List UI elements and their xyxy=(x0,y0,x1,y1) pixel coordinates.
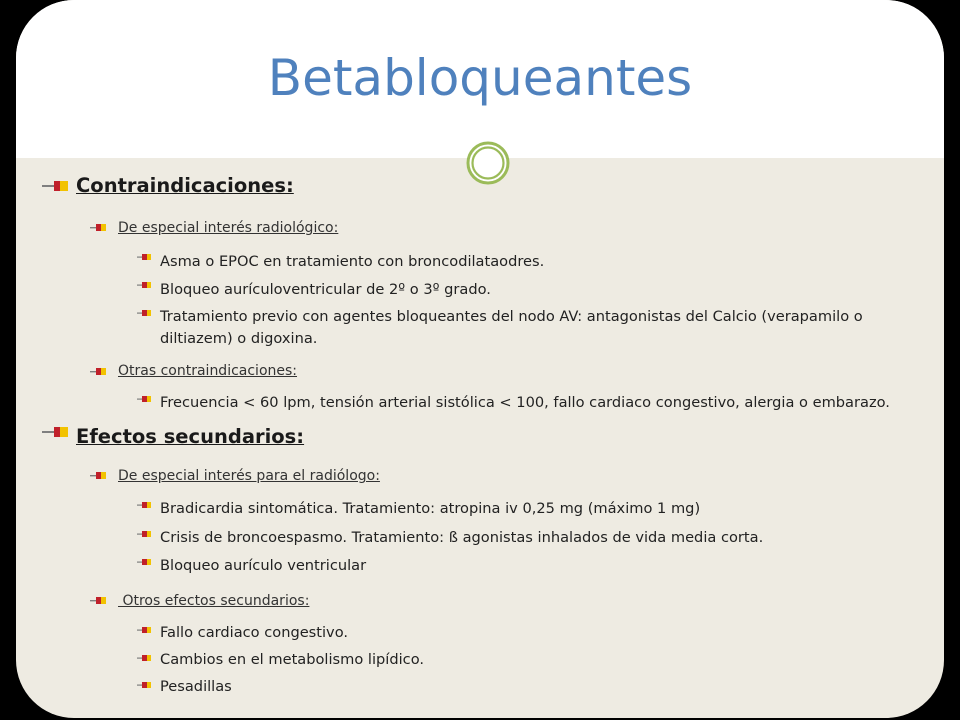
section-heading-contraindicaciones: Contraindicaciones: xyxy=(76,174,294,197)
bullet-icon xyxy=(42,181,68,191)
bullet-icon xyxy=(137,559,151,565)
list-item: Bloqueo aurículo ventricular xyxy=(160,557,367,574)
list-item: Asma o EPOC en tratamiento con broncodilataodres. xyxy=(160,253,545,270)
list-item: Tratamiento previo con agentes bloqueantes del nodo AV: antagonistas del Calcio (verapamilo o diltiazem) o digoxina. xyxy=(160,308,863,347)
subheading-especial-interes: De especial interés radiológico: xyxy=(118,220,339,236)
list-item: Crisis de broncoespasmo. Tratamiento: ß agonistas inhalados de vida media corta. xyxy=(160,529,764,546)
subheading-otras-contraindicaciones: Otras contraindicaciones: xyxy=(118,363,298,379)
bullet-icon xyxy=(90,224,106,231)
bullet-icon xyxy=(137,396,151,402)
slide xyxy=(16,0,944,718)
bullet-icon xyxy=(137,655,151,661)
bullet-icon xyxy=(137,254,151,260)
bullet-icon xyxy=(90,368,106,375)
bullet-icon xyxy=(137,627,151,633)
bullet-icon xyxy=(90,472,106,479)
subheading-otros-efectos: Otros efectos secundarios: xyxy=(118,593,310,609)
subheading-especial-radiologo: De especial interés para el radiólogo: xyxy=(118,468,380,484)
list-item: Frecuencia < 60 lpm, tensión arterial sistólica < 100, fallo cardiaco congestivo, alergia o embarazo. xyxy=(160,394,890,411)
bullet-icon xyxy=(137,502,151,508)
list-item: Cambios en el metabolismo lipídico. xyxy=(160,651,425,668)
title-area xyxy=(16,0,944,158)
list-item: Bradicardia sintomática. Tratamiento: atropina iv 0,25 mg (máximo 1 mg) xyxy=(160,500,701,517)
section-heading-efectos: Efectos secundarios: xyxy=(76,425,305,448)
bullet-icon xyxy=(42,427,68,437)
slide-title: Betabloqueantes xyxy=(267,49,693,107)
list-item: Bloqueo aurículoventricular de 2º o 3º grado. xyxy=(160,281,491,298)
ring-ornament-icon xyxy=(466,141,510,185)
bullet-icon xyxy=(137,531,151,537)
bullet-icon xyxy=(137,682,151,688)
bullet-icon xyxy=(137,310,151,316)
list-item: Pesadillas xyxy=(160,678,232,695)
bullet-icon xyxy=(90,597,106,604)
list-item: Fallo cardiaco congestivo. xyxy=(160,624,349,641)
bullet-icon xyxy=(137,282,151,288)
